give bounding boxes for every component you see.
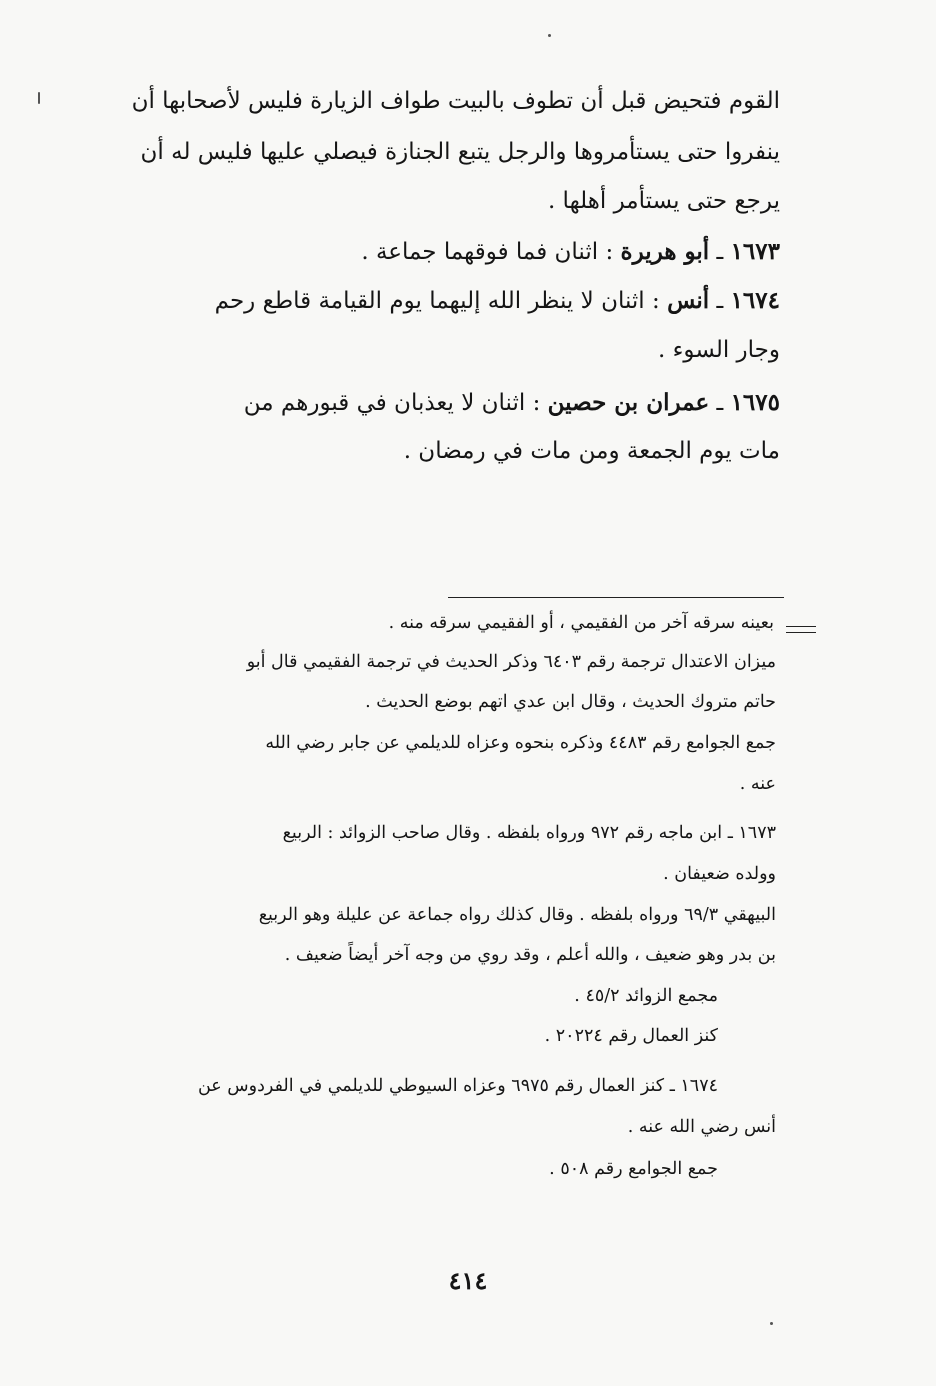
entry-text: : اثنان لا ينظر الله إليهما يوم القيامة قاطع رحم [214, 288, 660, 314]
narrator-name: أبو هريرة [620, 238, 710, 265]
footnote-line: ١٦٧٤ ـ كنز العمال رقم ٦٩٧٥ وعزاه السيوطي للديلمي في الفردوس عن [197, 1076, 718, 1096]
narrator-name: عمران بن حصين [547, 389, 710, 416]
body-line-2: ينفروا حتى يستأمروها والرجل يتبع الجنازة فيصلي عليها فليس له أن [140, 139, 780, 165]
footnote-line: وولده ضعيفان . [663, 864, 776, 884]
entry-continuation: مات يوم الجمعة ومن مات في رمضان . [403, 438, 780, 464]
scan-speck [548, 34, 551, 37]
hadith-entry-1674: ١٦٧٤ ـ أنس : اثنان لا ينظر الله إليهما يوم القيامة قاطع رحم [214, 287, 780, 314]
entry-number: ١٦٧٥ [730, 389, 780, 416]
page-number: ٤١٤ [448, 1266, 488, 1295]
continuation-mark [786, 626, 816, 633]
footnote-line: ١٦٧٣ ـ ابن ماجه رقم ٩٧٢ ورواه بلفظه . وقال صاحب الزوائد : الربيع [282, 823, 776, 843]
entry-continuation: وجار السوء . [658, 337, 780, 363]
hadith-entry-1675: ١٦٧٥ ـ عمران بن حصين : اثنان لا يعذبان في قبورهم من [243, 389, 780, 416]
footnote-line: كنز العمال رقم ٢٠٢٢٤ . [544, 1026, 718, 1046]
narrator-name: أنس [667, 287, 710, 314]
body-line-1: القوم فتحيض قبل أن تطوف بالبيت طواف الزيارة فليس لأصحابها أن [131, 88, 780, 114]
entry-text: : اثنان فما فوقهما جماعة . [361, 239, 614, 265]
footnote-line: بن بدر وهو ضعيف ، والله أعلم ، وقد روي من وجه آخر أيضاً ضعيف . [284, 945, 776, 965]
footnote-line: مجمع الزوائد ٤٥/٢ . [574, 986, 718, 1006]
footnote-line: جمع الجوامع رقم ٥٠٨ . [549, 1159, 718, 1179]
entry-number: ١٦٧٤ [730, 287, 780, 314]
scan-speck [770, 1322, 773, 1325]
entry-text: : اثنان لا يعذبان في قبورهم من [243, 390, 541, 416]
hadith-entry-1673: ١٦٧٣ ـ أبو هريرة : اثنان فما فوقهما جماعة . [361, 238, 780, 265]
footnote-line: عنه . [739, 774, 776, 794]
footnote-line: أنس رضي الله عنه . [627, 1117, 776, 1137]
body-line-3: يرجع حتى يستأمر أهلها . [547, 188, 780, 214]
entry-number: ١٦٧٣ [730, 238, 780, 265]
footnote-line: ميزان الاعتدال ترجمة رقم ٦٤٠٣ وذكر الحديث في ترجمة الفقيمي قال أبو [246, 652, 776, 672]
scan-speck [38, 92, 40, 104]
footnote-separator [448, 597, 784, 598]
footnote-line: البيهقي ٦٩/٣ ورواه بلفظه . وقال كذلك رواه جماعة عن عليلة وهو الربيع [258, 905, 776, 925]
footnote-line: بعينه سرقه آخر من الفقيمي ، أو الفقيمي سرقه منه . [388, 613, 774, 633]
footnote-line: جمع الجوامع رقم ٤٤٨٣ وذكره بنحوه وعزاه للديلمي عن جابر رضي الله [265, 733, 776, 753]
footnote-line: حاتم متروك الحديث ، وقال ابن عدي اتهم بوضع الحديث . [365, 692, 776, 712]
